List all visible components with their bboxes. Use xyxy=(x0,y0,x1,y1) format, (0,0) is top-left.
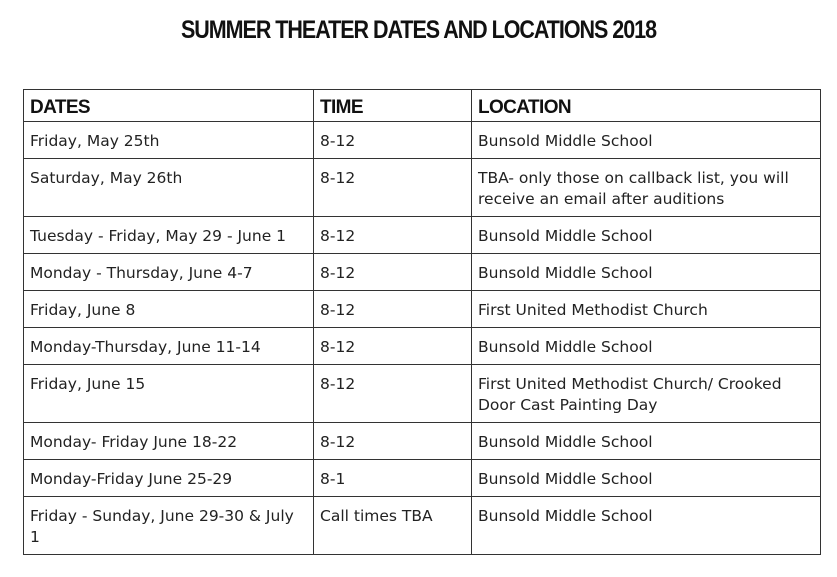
table-row xyxy=(24,497,821,555)
location-cell: First United Methodist Church xyxy=(472,291,821,328)
table-row xyxy=(24,122,821,159)
table-row xyxy=(24,217,821,254)
time-cell: 8-12 xyxy=(314,291,472,328)
time-cell: 8-12 xyxy=(314,328,472,365)
schedule-table xyxy=(23,89,821,555)
time-cell: 8-12 xyxy=(314,217,472,254)
page-title: SUMMER THEATER DATES AND LOCATIONS 2018 xyxy=(180,16,656,44)
date-cell: Friday, May 25th xyxy=(24,122,314,159)
table-row xyxy=(24,460,821,497)
table-row xyxy=(24,254,821,291)
time-cell: 8-12 xyxy=(314,122,472,159)
header-time: TIME xyxy=(314,90,472,122)
location-cell: Bunsold Middle School xyxy=(472,254,821,291)
table-row xyxy=(24,365,821,423)
location-cell: Bunsold Middle School xyxy=(472,328,821,365)
location-cell: Bunsold Middle School xyxy=(472,122,821,159)
header-row xyxy=(24,90,821,122)
time-cell: 8-12 xyxy=(314,254,472,291)
date-cell: Friday, June 8 xyxy=(24,291,314,328)
table-row xyxy=(24,423,821,460)
location-cell: Bunsold Middle School xyxy=(472,217,821,254)
location-cell: First United Methodist Church/ Crooked Door Cast Painting Day xyxy=(472,365,821,423)
date-cell: Tuesday - Friday, May 29 - June 1 xyxy=(24,217,314,254)
table-row xyxy=(24,159,821,217)
header-location: LOCATION xyxy=(472,90,821,122)
header-dates: DATES xyxy=(24,90,314,122)
time-cell: 8-12 xyxy=(314,365,472,423)
date-cell: Monday-Thursday, June 11-14 xyxy=(24,328,314,365)
table-row xyxy=(24,291,821,328)
date-cell: Friday - Sunday, June 29-30 & July 1 xyxy=(24,497,314,555)
date-cell: Monday-Friday June 25-29 xyxy=(24,460,314,497)
date-cell: Saturday, May 26th xyxy=(24,159,314,217)
location-cell: Bunsold Middle School xyxy=(472,423,821,460)
time-cell: 8-12 xyxy=(314,423,472,460)
time-cell: 8-12 xyxy=(314,159,472,217)
date-cell: Monday- Friday June 18-22 xyxy=(24,423,314,460)
table-row xyxy=(24,328,821,365)
location-cell: Bunsold Middle School xyxy=(472,460,821,497)
time-cell: 8-1 xyxy=(314,460,472,497)
location-cell: Bunsold Middle School xyxy=(472,497,821,555)
date-cell: Friday, June 15 xyxy=(24,365,314,423)
time-cell: Call times TBA xyxy=(314,497,472,555)
location-cell: TBA- only those on callback list, you will receive an email after auditions xyxy=(472,159,821,217)
date-cell: Monday - Thursday, June 4-7 xyxy=(24,254,314,291)
